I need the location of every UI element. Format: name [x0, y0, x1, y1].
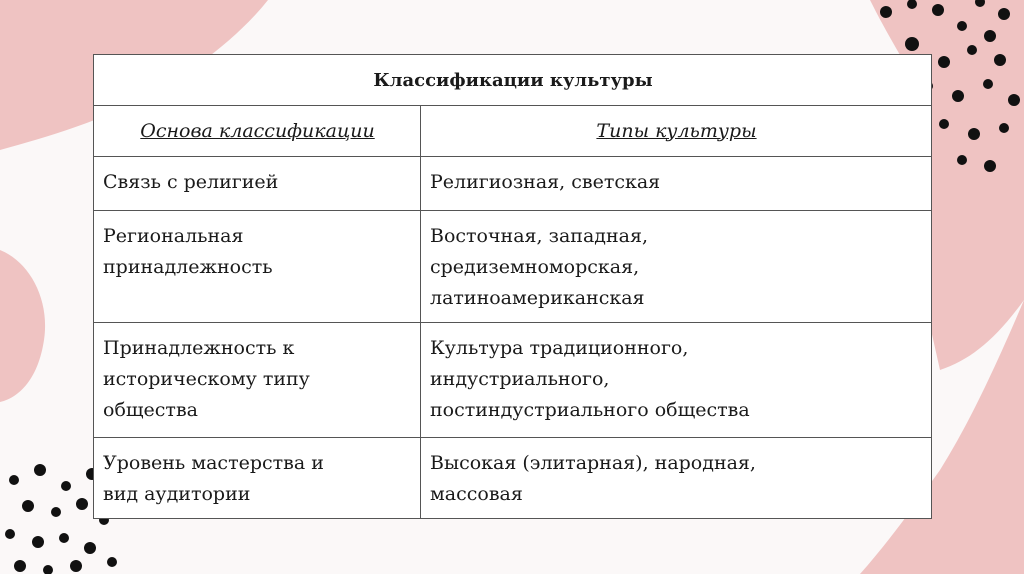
table-row [94, 438, 932, 519]
decor-dot [5, 529, 15, 539]
decor-dot [905, 37, 919, 51]
cell-text-line: индустриального, [430, 368, 610, 390]
decor-dot [32, 536, 44, 548]
decor-dot [998, 8, 1010, 20]
row-types-cell [421, 438, 932, 519]
cell-text-line: Религиозная, светская [430, 171, 661, 193]
row-types-cell [421, 157, 932, 211]
decor-dot [76, 498, 88, 510]
decor-dot [34, 464, 46, 476]
row-types-cell [421, 211, 932, 323]
cell-text-line: общества [103, 399, 198, 421]
decor-dot [984, 30, 996, 42]
row-basis-cell [94, 323, 421, 438]
cell-text-line: Региональная [103, 225, 244, 247]
decor-dot [938, 56, 950, 68]
decor-dot [999, 123, 1009, 133]
cell-text-line: вид аудитории [103, 483, 251, 505]
cell-text-line: Связь с религией [103, 171, 279, 193]
decor-dot [107, 557, 117, 567]
decor-dot [984, 160, 996, 172]
row-basis-cell [94, 211, 421, 323]
decor-dot [14, 560, 26, 572]
cell-text-line: Восточная, западная, [430, 225, 649, 247]
row-types-cell [421, 323, 932, 438]
table-title-row [94, 55, 932, 106]
decor-dot [9, 475, 19, 485]
row-basis-cell [94, 438, 421, 519]
decor-dot [994, 54, 1006, 66]
cell-text-line: Принадлежность к [103, 337, 295, 359]
decor-dot [957, 155, 967, 165]
cell-text-line: массовая [430, 483, 523, 505]
table-row [94, 323, 932, 438]
table-row [94, 211, 932, 323]
cell-text-line: Уровень мастерства и [103, 452, 324, 474]
decor-dot [968, 128, 980, 140]
decor-dot [51, 507, 61, 517]
cell-text-line: средиземноморская, [430, 256, 640, 278]
classification-table [93, 54, 932, 519]
cell-text-line: латиноамериканская [430, 287, 645, 309]
table-title: Классификации культуры [94, 55, 932, 106]
decor-dot [952, 90, 964, 102]
decor-dot [957, 21, 967, 31]
table-header-row [94, 106, 932, 157]
decor-dot [70, 560, 82, 572]
decor-dot [84, 542, 96, 554]
cell-text-line: Культура традиционного, [430, 337, 689, 359]
header-types: Типы культуры [421, 106, 932, 157]
decor-dot [967, 45, 977, 55]
decor-dot [61, 481, 71, 491]
decor-dot [22, 500, 34, 512]
cell-text-line: Высокая (элитарная), народная, [430, 452, 756, 474]
decor-dot [932, 4, 944, 16]
pink-brush-left-edge [0, 250, 45, 402]
decor-dot [939, 119, 949, 129]
header-basis: Основа классификации [94, 106, 421, 157]
decor-dot [880, 6, 892, 18]
decor-dot [983, 79, 993, 89]
row-basis-cell [94, 157, 421, 211]
decor-dot [59, 533, 69, 543]
decor-dot [1008, 94, 1020, 106]
cell-text-line: историческому типу [103, 368, 310, 390]
cell-text-line: принадлежность [103, 256, 273, 278]
table-row [94, 157, 932, 211]
decor-dot [43, 565, 53, 574]
cell-text-line: постиндустриального общества [430, 399, 750, 421]
